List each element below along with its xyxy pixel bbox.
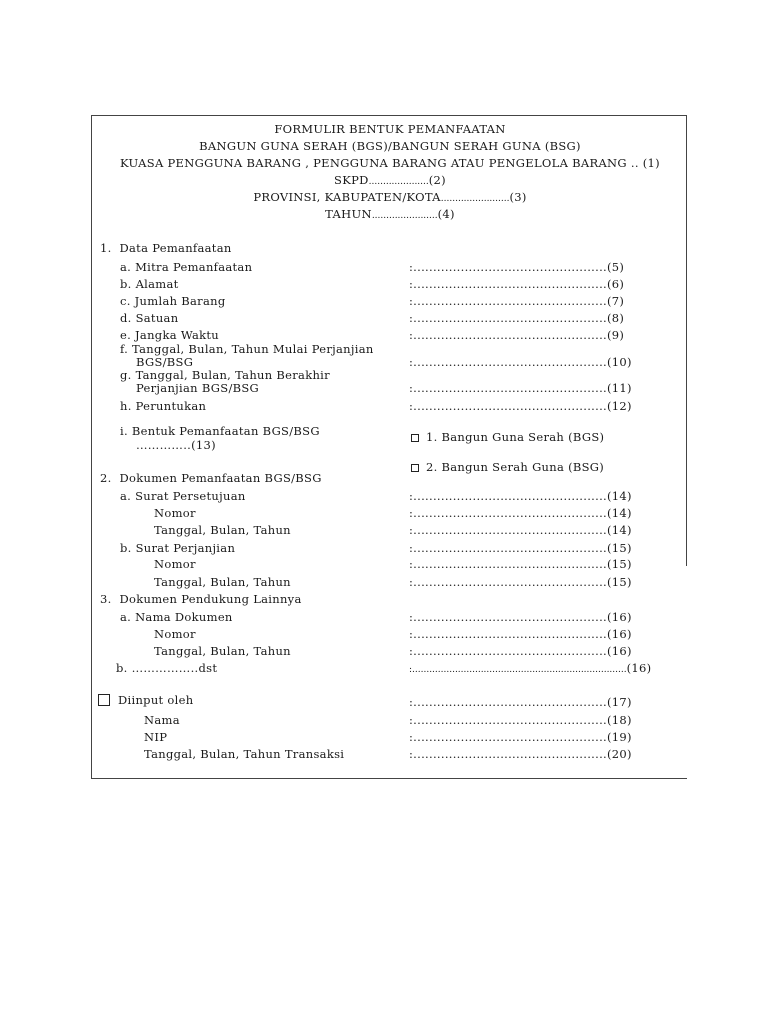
header-provinsi-line: PROVINSI, KABUPATEN/KOTA........................(3) xyxy=(253,190,527,204)
perjanjian-nomor-label: Nomor xyxy=(154,557,196,571)
tanggal-transaksi-field[interactable]: :.................................................(20) xyxy=(409,747,632,761)
surat-persetujuan-label: a. Surat Persetujuan xyxy=(120,489,246,503)
section-3-heading: 3. Dokumen Pendukung Lainnya xyxy=(100,592,302,606)
bsg-checkbox[interactable] xyxy=(411,464,419,472)
perjanjian-nomor-field[interactable]: :.................................................(15) xyxy=(409,557,632,571)
bentuk-pemanfaatan-ref: …………..(13) xyxy=(136,438,216,452)
mulai-perjanjian-label: f. Tanggal, Bulan, Tahun Mulai Perjanjian xyxy=(120,342,374,356)
border-gap xyxy=(686,566,687,778)
persetujuan-tanggal-label: Tanggal, Bulan, Tahun xyxy=(154,523,291,537)
nama-dokumen-label: a. Nama Dokumen xyxy=(120,610,233,624)
tanggal-transaksi-label: Tanggal, Bulan, Tahun Transaksi xyxy=(144,747,345,761)
form-title: FORMULIR BENTUK PEMANFAATAN xyxy=(274,122,506,136)
mulai-perjanjian-label-2: BGS/BSG xyxy=(136,355,194,369)
perjanjian-tanggal-label: Tanggal, Bulan, Tahun xyxy=(154,575,291,589)
surat-perjanjian-field[interactable]: :.................................................(15) xyxy=(409,541,632,555)
nama-label: Nama xyxy=(144,713,180,727)
section-2-heading: 2. Dokumen Pemanfaatan BGS/BSG xyxy=(100,471,322,485)
berakhir-perjanjian-label: g. Tanggal, Bulan, Tahun Berakhir xyxy=(120,368,330,382)
satuan-field[interactable]: :.................................................(8) xyxy=(409,311,625,325)
diinput-oleh-field[interactable]: :.................................................(17) xyxy=(409,695,632,709)
bgs-checkbox[interactable] xyxy=(411,434,419,442)
section-1-heading: 1. Data Pemanfaatan xyxy=(100,241,232,255)
mitra-label: a. Mitra Pemanfaatan xyxy=(120,260,253,274)
persetujuan-nomor-field[interactable]: :.................................................(14) xyxy=(409,506,632,520)
perjanjian-tanggal-field[interactable]: :.................................................(15) xyxy=(409,575,632,589)
nip-field[interactable]: :.................................................(19) xyxy=(409,730,632,744)
jumlah-barang-field[interactable]: :.................................................(7) xyxy=(409,294,625,308)
dokumen-nomor-label: Nomor xyxy=(154,627,196,641)
berakhir-perjanjian-label-2: Perjanjian BGS/BSG xyxy=(136,381,260,395)
mitra-field[interactable]: :.................................................(5) xyxy=(409,260,625,274)
bgs-option-label: 1. Bangun Guna Serah (BGS) xyxy=(426,430,605,444)
surat-persetujuan-field[interactable]: :.................................................(14) xyxy=(409,489,632,503)
dokumen-tanggal-field[interactable]: :.................................................(16) xyxy=(409,644,632,658)
form-frame xyxy=(91,115,687,779)
alamat-label: b. Alamat xyxy=(120,277,179,291)
diinput-oleh-label: Diinput oleh xyxy=(118,693,194,707)
dokumen-tanggal-label: Tanggal, Bulan, Tahun xyxy=(154,644,291,658)
berakhir-perjanjian-field[interactable]: :.................................................(11) xyxy=(409,381,632,395)
bsg-option-label: 2. Bangun Serah Guna (BSG) xyxy=(426,460,605,474)
nama-field[interactable]: :.................................................(18) xyxy=(409,713,632,727)
nama-dokumen-field[interactable]: :.................................................(16) xyxy=(409,610,632,624)
jangka-waktu-label: e. Jangka Waktu xyxy=(120,328,220,342)
nip-label: NIP xyxy=(144,730,168,744)
header-tahun-line: TAHUN.......................(4) xyxy=(325,207,455,221)
header-kuasa-line: KUASA PENGGUNA BARANG , PENGGUNA BARANG ATAU PENGELOLA BARANG .. (1) xyxy=(120,156,660,170)
peruntukan-label: h. Peruntukan xyxy=(120,399,207,413)
dokumen-dst-label: b. ……………..dst xyxy=(116,661,218,675)
form-subtitle: BANGUN GUNA SERAH (BGS)/BANGUN SERAH GUNA (BSG) xyxy=(199,139,581,153)
header-skpd-line: SKPD.....................(2) xyxy=(334,173,446,187)
mulai-perjanjian-field[interactable]: :.................................................(10) xyxy=(409,355,632,369)
jangka-waktu-field[interactable]: :.................................................(9) xyxy=(409,328,625,342)
dokumen-nomor-field[interactable]: :.................................................(16) xyxy=(409,627,632,641)
persetujuan-tanggal-field[interactable]: :.................................................(14) xyxy=(409,523,632,537)
peruntukan-field[interactable]: :.................................................(12) xyxy=(409,399,632,413)
surat-perjanjian-label: b. Surat Perjanjian xyxy=(120,541,236,555)
bentuk-pemanfaatan-label: i. Bentuk Pemanfaatan BGS/BSG xyxy=(120,424,320,438)
persetujuan-nomor-label: Nomor xyxy=(154,506,196,520)
satuan-label: d. Satuan xyxy=(120,311,179,325)
diinput-checkbox[interactable] xyxy=(98,694,110,706)
alamat-field[interactable]: :.................................................(6) xyxy=(409,277,625,291)
dokumen-dst-field[interactable]: :...........................................................................(16) xyxy=(409,661,652,675)
jumlah-barang-label: c. Jumlah Barang xyxy=(120,294,226,308)
